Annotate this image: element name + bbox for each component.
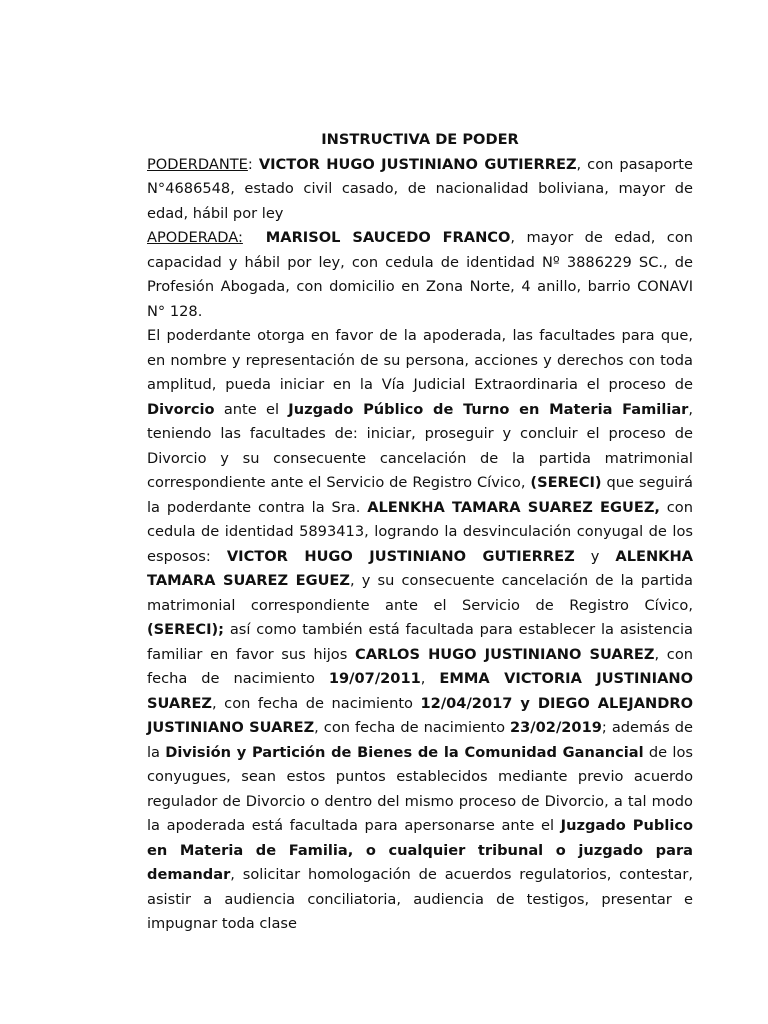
bold-text-segment: CARLOS HUGO JUSTINIANO SUAREZ [355,645,655,663]
bold-text-segment: (SERECI) [530,474,602,491]
poderdante-details: , con pasaporte N°4686548, estado civil casado, de nacionalidad boliviana, mayor de edad, hábil por ley [147,155,694,222]
text-segment: así como también está facultada para establecer la asistencia familiar en favor sus hijos [147,621,693,663]
bold-text-segment: 19/07/2011 [328,670,421,687]
apoderada-label: APODERADA: [147,229,243,246]
document-body [147,128,693,937]
bold-text-segment: (SERECI); [147,621,225,638]
text-segment: , con fecha de nacimiento [147,645,694,687]
bold-text-segment: Divorcio [147,400,215,418]
poderdante-colon: : [247,155,253,173]
text-segment: , teniendo las facultades de: iniciar, proseguir y concluir el proceso de Divorcio y su consecuente cancelación de la partida matrimonial correspondiente ante el Servicio de Registro Cívico, [147,400,694,491]
poderdante-name: VICTOR HUGO JUSTINIANO GUTIERREZ [258,155,577,173]
apoderada-name: MARISOL SAUCEDO FRANCO [265,229,511,246]
document-title: INSTRUCTIVA DE PODER [321,131,519,148]
body-paragraph [147,324,693,937]
bold-text-segment: ALENKHA TAMARA SUAREZ EGUEZ, [367,498,660,516]
bold-text-segment: VICTOR HUGO JUSTINIANO GUTIERREZ [226,547,575,565]
poderdante-label: PODERDANTE [147,155,248,173]
text-segment: que seguirá la poderdante contra la Sra. [147,474,693,516]
bold-text-segment: Juzgado Público de Turno en Materia Familiar [288,400,689,418]
text-segment: El poderdante otorga en favor de la apoderada, las facultades para que, en nombre y representación de su persona, acciones y derechos con toda amplitud, pueda iniciar en la Vía Judicial Extraordinaria el proceso de [147,327,693,393]
text-segment: con cedula de identidad 5893413, logrando la desvinculación conyugal de los esposos: [147,498,693,565]
bold-text-segment: División y Partición de Bienes de la Comunidad Ganancial [165,743,644,761]
text-segment: , con fecha de nacimiento [212,694,421,712]
bold-text-segment: 12/04/2017 y DIEGO ALEJANDRO JUSTINIANO SUAREZ [147,694,694,736]
text-segment: y [574,547,616,565]
poderdante-paragraph [147,153,693,227]
text-segment: , y su consecuente cancelación de la partida matrimonial correspondiente ante el Servicio de Registro Cívico, [147,572,693,614]
text-segment: , solicitar homologación de acuerdos regulatorios, contestar, asistir a audiencia conciliatoria, audiencia de testigos, presentar e impugnar toda clase [147,866,693,932]
text-segment: ante el [214,400,289,418]
bold-text-segment: Juzgado Publico en Materia de Familia, o cualquier tribunal o juzgado para demandar [147,817,694,883]
text-segment: , [420,670,440,687]
text-segment: de los conyugues, sean estos puntos establecidos mediante previo acuerdo regulador de Divorcio o dentro del mismo proceso de Divorcio, a tal modo la apoderada está facultada para apersonarse ante el [147,743,694,834]
bold-text-segment: EMMA VICTORIA JUSTINIANO SUAREZ [147,670,693,712]
text-segment: , con fecha de nacimiento [314,719,510,736]
text-segment: ; además de la [147,719,694,761]
apoderada-details: , mayor de edad, con capacidad y hábil por ley, con cedula de identidad Nº 3886229 SC., de Profesión Abogada, con domicilio en Zona Norte, 4 anillo, barrio CONAVI N° 128. [147,229,694,320]
bold-text-segment: ALENKHA TAMARA SUAREZ EGUEZ [147,547,693,589]
apoderada-paragraph [147,226,693,324]
bold-text-segment: 23/02/2019 [510,719,602,736]
